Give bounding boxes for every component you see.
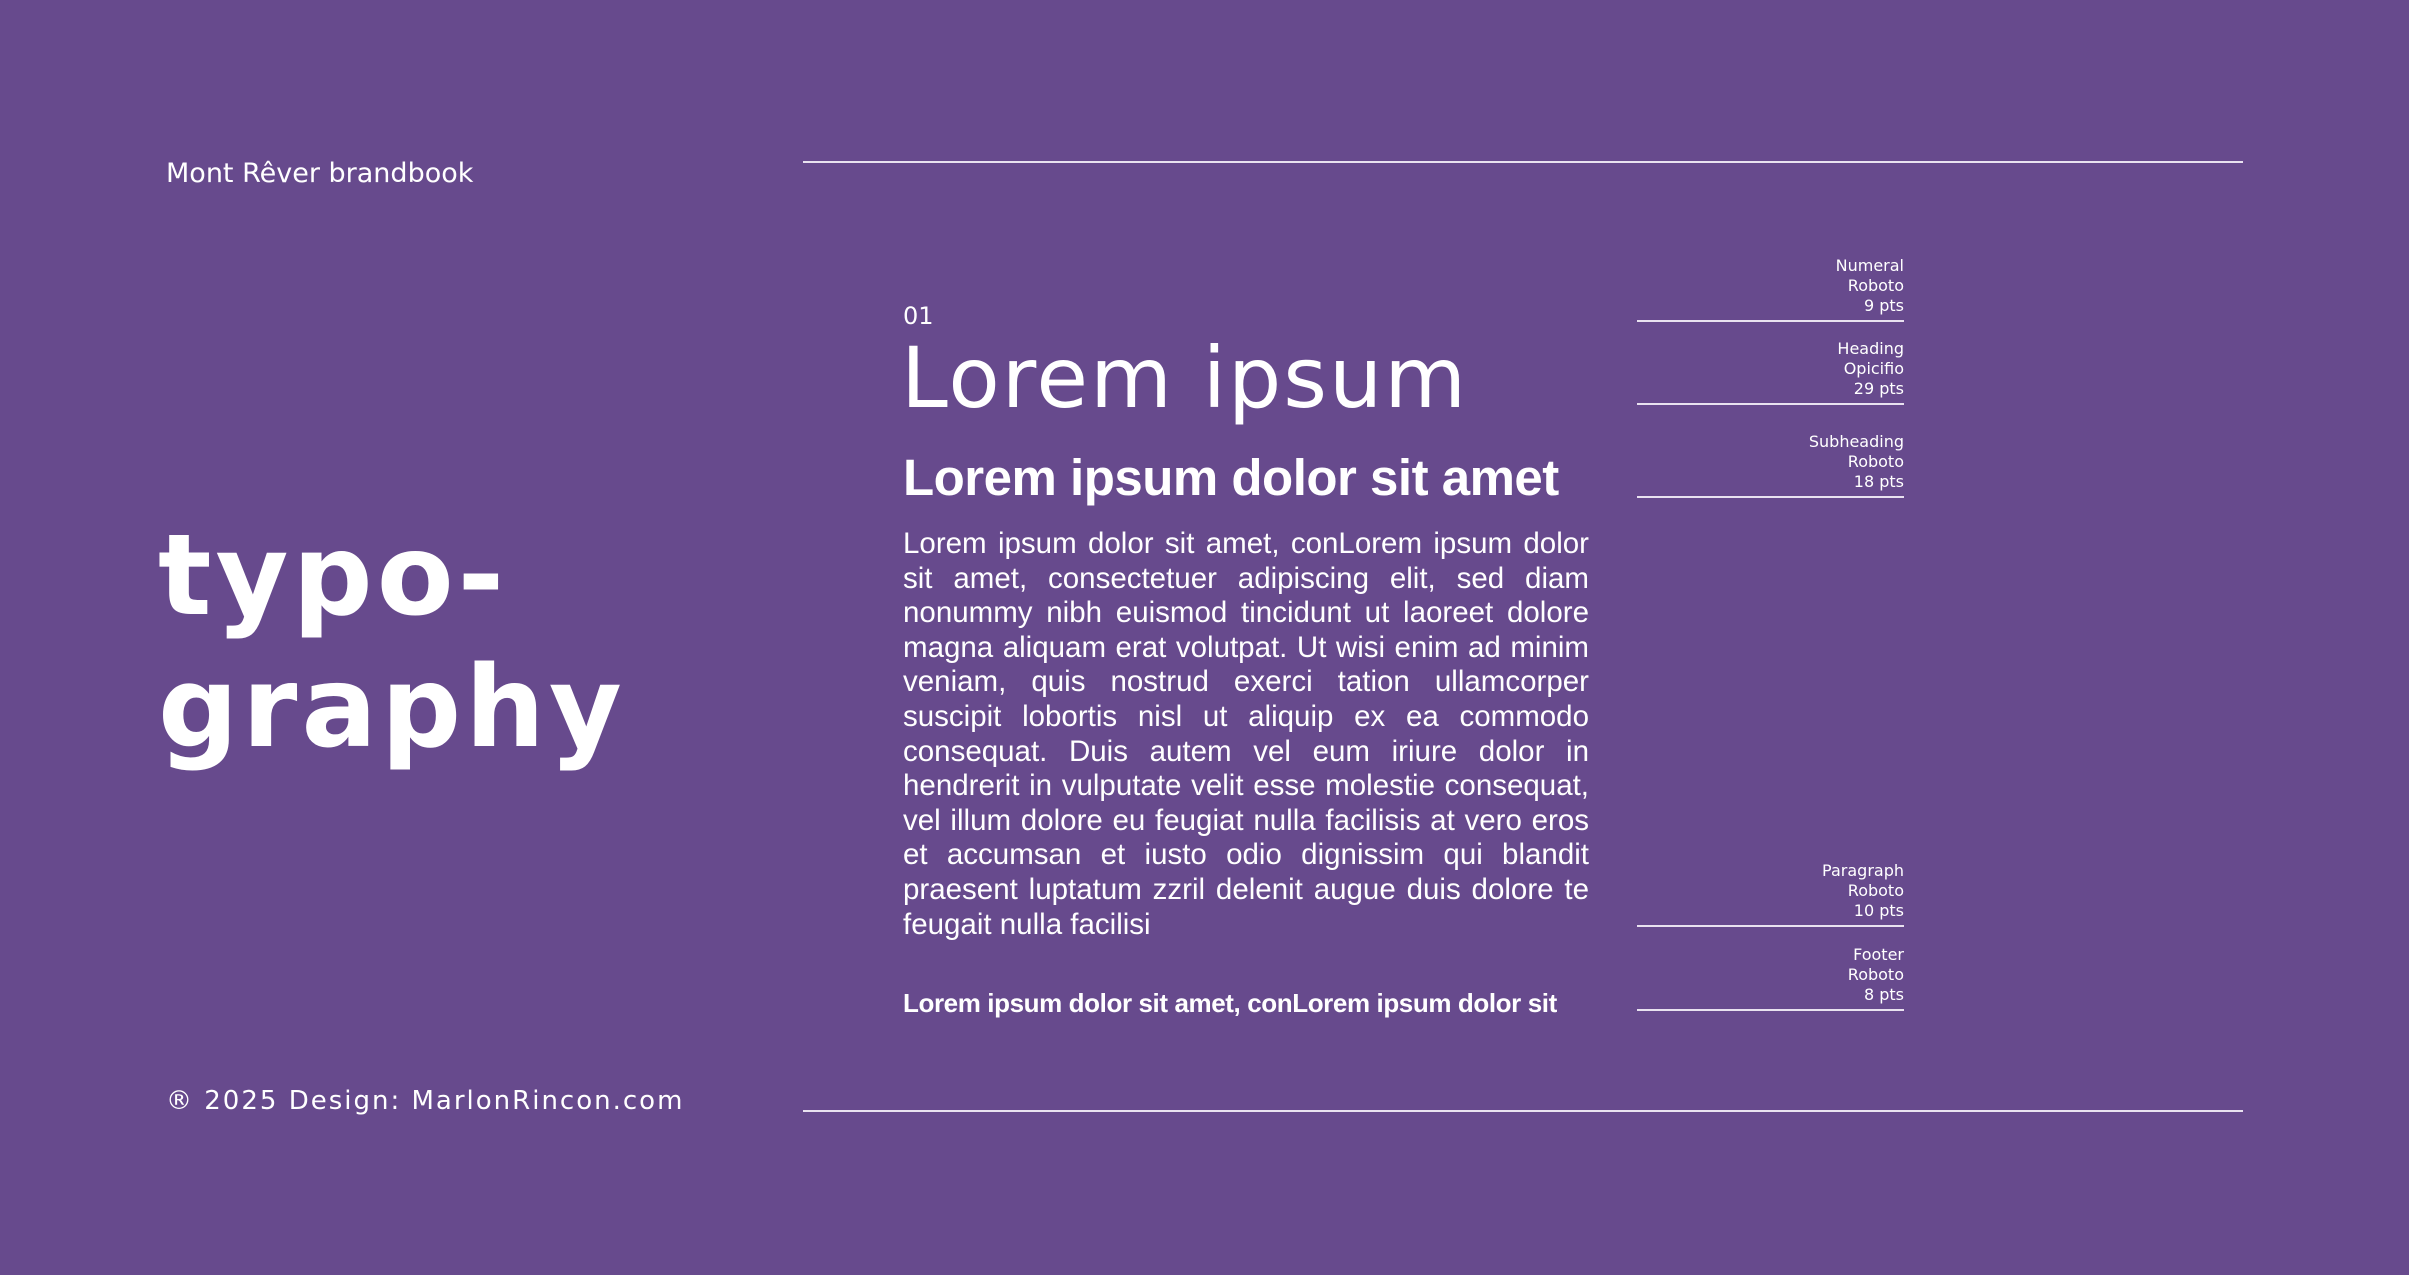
spec-size: 29 pts bbox=[1853, 379, 1904, 398]
copyright-footer: ® 2025 Design: MarlonRincon.com bbox=[166, 1086, 685, 1116]
spec-role: Numeral bbox=[1835, 256, 1904, 275]
spec-footer bbox=[1637, 945, 1904, 1011]
spec-size: 18 pts bbox=[1853, 472, 1904, 491]
spec-font: Roboto bbox=[1847, 965, 1904, 984]
spec-size: 9 pts bbox=[1863, 296, 1904, 315]
sample-heading: Lorem ipsum bbox=[901, 329, 1469, 427]
spec-font: Roboto bbox=[1847, 452, 1904, 471]
brand-name: Mont Rêver brandbook bbox=[166, 158, 474, 189]
spec-subheading bbox=[1637, 432, 1904, 498]
spec-role: Heading bbox=[1837, 339, 1904, 358]
section-title: typo- graphy bbox=[158, 511, 626, 773]
top-divider bbox=[803, 161, 2243, 163]
spec-paragraph bbox=[1637, 861, 1904, 927]
sample-subheading: Lorem ipsum dolor sit amet bbox=[903, 449, 1559, 506]
spec-font: Opicifio bbox=[1843, 359, 1904, 378]
sample-paragraph: Lorem ipsum dolor sit amet, conLorem ipsum dolor sit amet, consectetuer adipiscing elit, sed diam nonummy nibh euismod tincidunt ut laoreet dolore magna aliquam erat volutpat. Ut wisi enim ad minim veniam, quis nostrud exerci tation ullamcorper suscipit lobortis nisl ut aliquip ex ea commodo consequat. Duis autem vel eum iriure dolor in hendrerit in vulputate velit esse molestie consequat, vel illum dolore eu feugiat nulla facilisis at vero eros et accumsan et iusto odio dignissim qui blandit praesent luptatum zzril delenit augue duis dolore te feugait nulla facilisi bbox=[903, 527, 1589, 941]
spec-size: 8 pts bbox=[1863, 985, 1904, 1004]
spec-role: Footer bbox=[1853, 945, 1904, 964]
spec-size: 10 pts bbox=[1853, 901, 1904, 920]
spec-role: Subheading bbox=[1808, 432, 1904, 451]
sample-footer: Lorem ipsum dolor sit amet, conLorem ipsum dolor sit bbox=[903, 988, 1557, 1018]
spec-numeral bbox=[1637, 256, 1904, 322]
sample-numeral: 01 bbox=[903, 302, 934, 330]
spec-heading bbox=[1637, 339, 1904, 405]
spec-font: Roboto bbox=[1847, 881, 1904, 900]
bottom-divider bbox=[803, 1110, 2243, 1112]
spec-role: Paragraph bbox=[1822, 861, 1904, 880]
spec-font: Roboto bbox=[1847, 276, 1904, 295]
